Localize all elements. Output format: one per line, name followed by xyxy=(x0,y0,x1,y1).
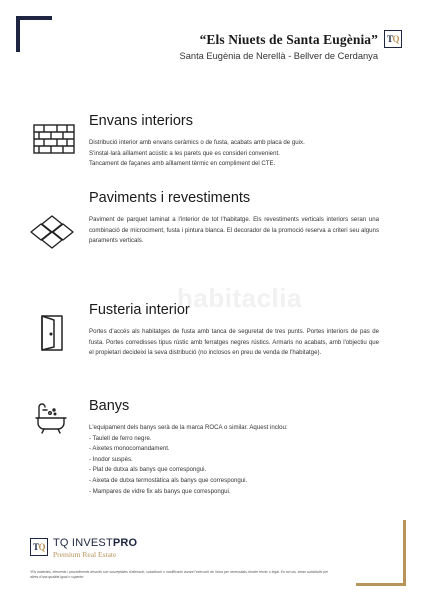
list-item: - Taulell de ferro negre. xyxy=(89,434,152,442)
list-item: - Mampares de vidre fix als banys que correspongui. xyxy=(89,487,231,495)
floor-tiles-icon xyxy=(30,214,74,250)
habitaclia-watermark: habitaclia xyxy=(177,283,302,313)
section-title: Envans interiors xyxy=(89,113,193,129)
brand-name xyxy=(53,537,137,549)
logo-letter-t: T xyxy=(386,34,393,44)
bathroom-equipment-list xyxy=(89,434,379,498)
section-line: S'instal·larà aïllament acústic a les parets que es consideri convenient. xyxy=(89,149,280,157)
section-title: Paviments i revestiments xyxy=(89,190,251,206)
list-item: - Aixetes monocomandament. xyxy=(89,445,170,453)
door-icon xyxy=(40,314,64,352)
tq-logo xyxy=(384,30,402,48)
brand-block xyxy=(53,537,137,559)
bathtub-icon xyxy=(34,400,68,434)
brand-name-main: TQ INVEST xyxy=(53,537,113,549)
legal-disclaimer: *Els materials, elements i procediments descrits són susceptibles d'alteració, substitució o modificació durant l'execució de l'obra per necessitats d'ordre tècnic o legal. En tal cas, seran substituïts per altres d'una qualitat igual o superior. xyxy=(30,570,329,579)
brand-name-pro: PRO xyxy=(112,537,138,549)
section-fusteria-interior xyxy=(89,302,379,359)
section-title: Banys xyxy=(89,398,130,414)
section-paragraph: Paviment de parquet laminat a l'interior de tot l'habitatge. Els revestiments verticals interiors seran una combinació de microciment, fusta i pintura blanca. El decorador de la promoció reserva a criteri seu alguns paraments verticals. xyxy=(89,216,379,245)
logo-letter-t: T xyxy=(32,542,39,552)
logo-letter-q: Q xyxy=(392,34,400,44)
section-paviments-revestiments xyxy=(89,190,379,247)
section-intro: L'equipament dels banys serà de la marca ROCA o similar. Aquest inclou: xyxy=(89,424,288,431)
section-paragraph: Portes d'accés als habitatges de fusta amb tanca de seguretat de tres punts. Portes interiors de pas de fusta. Portes corredisses tipus rústic amb ferratges negres rústics. Armaris no acabats, amb l'objectiu que el propietari decideixi la seva distribució (no inclosos en preu de venda de l'habitatge). xyxy=(89,328,379,357)
list-item: - Aixeta de dutxa termostàtica als banys que correspongui. xyxy=(89,476,248,484)
tq-footer-logo xyxy=(30,538,48,556)
brand-tagline: Premium Real Estate xyxy=(53,550,117,559)
section-line: Distribució interior amb envans ceràmics o de fusta, acabats amb placa de guix. xyxy=(89,139,305,146)
development-location: Santa Eugènia de Nerellà - Bellver de Cerdanya xyxy=(179,51,378,61)
section-banys xyxy=(89,398,379,497)
list-item: - Plat de dutxa als banys que correspongui. xyxy=(89,466,207,474)
logo-letter-q: Q xyxy=(38,542,46,552)
corner-bracket-bottom-right xyxy=(356,520,406,586)
section-line: Tancament de façanes amb aïllament tèrmic en compliment del CTE. xyxy=(89,160,276,168)
list-item: - Inodor suspès. xyxy=(89,455,133,463)
section-title: Fusteria interior xyxy=(89,302,190,318)
section-envans-interiors xyxy=(89,113,379,170)
corner-bracket-top-left xyxy=(16,16,52,52)
document-header xyxy=(180,32,378,61)
development-title: “Els Niuets de Santa Eugènia” xyxy=(199,32,378,47)
brick-wall-icon xyxy=(33,124,75,154)
